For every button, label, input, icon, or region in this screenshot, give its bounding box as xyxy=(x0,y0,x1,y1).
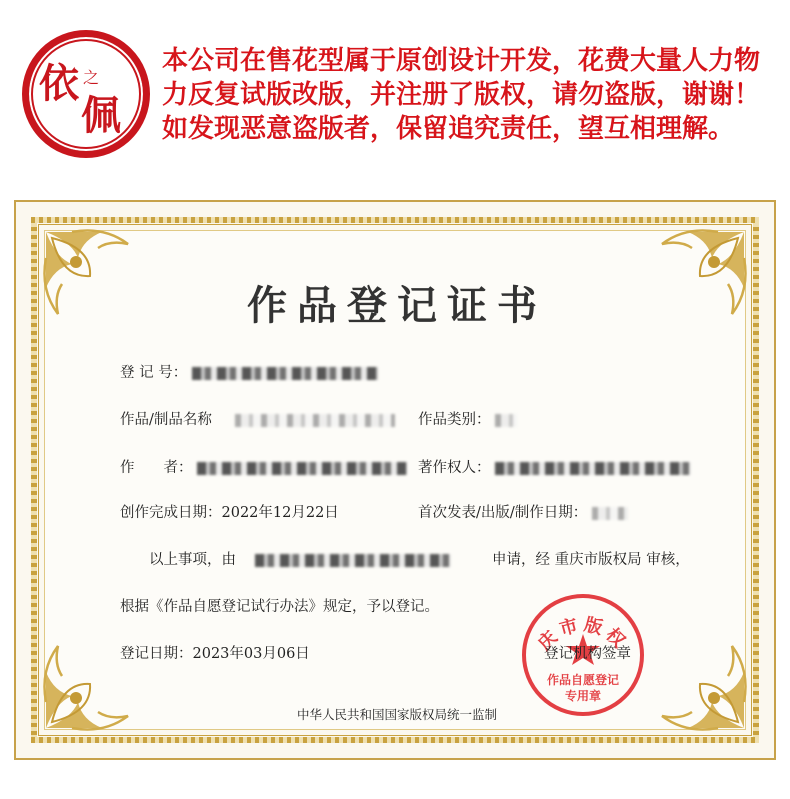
notice-line-2: 力反复试版改版，并注册了版权，请勿盗版，谢谢！ xyxy=(162,80,761,110)
work-name-row xyxy=(120,408,395,429)
statement-suffix: 申请，经 重庆市版权局 审核， xyxy=(492,552,690,568)
notice-line-3: 如发现恶意盗版者，保留追究责任，望互相理解。 xyxy=(162,114,735,144)
work-type-row xyxy=(418,408,517,429)
svg-text:之: 之 xyxy=(82,68,100,87)
statement-line-1 xyxy=(149,548,451,569)
statement-suffix-row xyxy=(492,548,690,569)
publish-label: 首次发表/出版/制作日期： xyxy=(418,505,588,521)
redacted-publish-date xyxy=(592,507,628,520)
completion-label: 创作完成日期： xyxy=(120,505,222,521)
certificate-title: 作品登记证书 xyxy=(247,282,547,329)
work-type-label: 作品类别： xyxy=(418,412,491,428)
brand-seal-logo xyxy=(22,30,150,158)
work-name-label: 作品/制品名称 xyxy=(120,412,212,428)
notice-line-1: 本公司在售花型属于原创设计开发，花费大量人力物 xyxy=(162,46,761,76)
author-label: 作 者： xyxy=(120,460,193,476)
redacted-owner xyxy=(495,462,691,475)
reg-date: 2023年03月06日 xyxy=(192,646,310,662)
reg-no-label: 登 记 号： xyxy=(120,365,188,381)
reg-no-row xyxy=(120,361,378,382)
reg-date-row xyxy=(120,642,310,663)
certificate-footer: 中华人民共和国国家版权局统一监制 xyxy=(296,707,497,722)
registration-certificate xyxy=(14,200,776,760)
svg-text:作品自愿登记: 作品自愿登记 xyxy=(546,673,620,687)
redacted-applicant xyxy=(255,554,451,567)
statement-prefix: 以上事项，由 xyxy=(149,552,236,568)
author-row xyxy=(120,456,407,477)
owner-label: 著作权人： xyxy=(418,460,491,476)
reg-date-label: 登记日期： xyxy=(120,646,193,662)
statement-line-2: 根据《作品自愿登记试行办法》规定，予以登记。 xyxy=(120,599,439,615)
redacted-work-type xyxy=(495,414,517,427)
redacted-author xyxy=(197,462,407,475)
owner-row xyxy=(418,456,691,477)
svg-text:依: 依 xyxy=(39,60,79,107)
copyright-notice xyxy=(162,44,782,146)
corner-ornament-icon xyxy=(648,632,758,742)
svg-text:庆市版权: 庆市版权 xyxy=(534,614,632,655)
completion-date: 2022年12月22日 xyxy=(221,505,339,521)
svg-text:佩: 佩 xyxy=(81,92,121,139)
publish-row xyxy=(418,501,628,522)
seal-caption: 登记机构签章 xyxy=(544,646,631,662)
completion-row xyxy=(120,501,339,522)
redacted-work-name xyxy=(235,414,395,427)
redacted-reg-no xyxy=(192,367,378,380)
svg-text:专用章: 专用章 xyxy=(564,689,602,703)
